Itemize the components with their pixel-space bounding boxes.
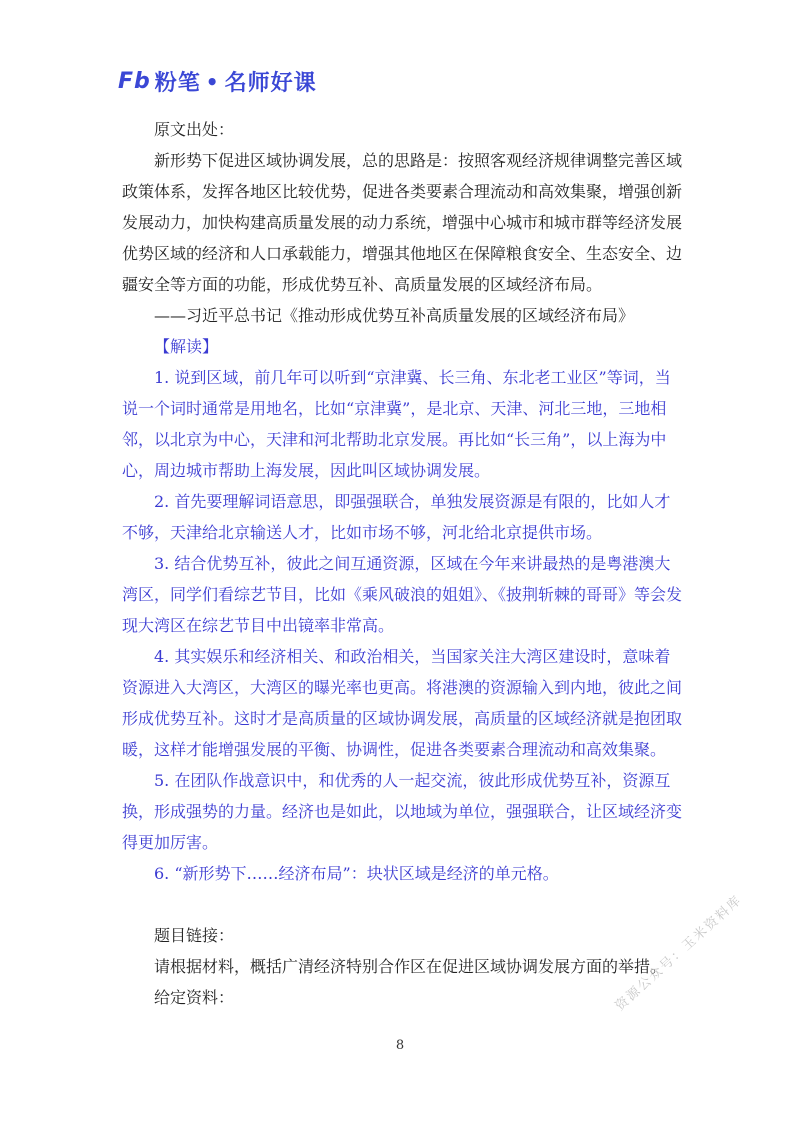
interpretation-item-1: 1. 说到区域，前几年可以听到“京津冀、长三角、东北老工业区”等词，当说一个词时通常是用地名，比如“京津冀”，是北京、天津、河北三地，三地相邻，以北京为中心，天津和河北帮助北京发展。再比如“长三角”，以上海为中心，周边城市帮助上海发展，因此叫区域协调发展。 — [122, 368, 671, 480]
interpretation-title: 【解读】 — [154, 337, 219, 356]
interpretation-item-5: 5. 在团队作战意识中，和优秀的人一起交流，彼此形成优势互补，资源互换，形成强势的力量。经济也是如此，以地域为单位，强强联合，让区域经济变得更加厉害。 — [122, 771, 683, 852]
fenbi-logo-icon: Fb — [118, 69, 151, 94]
interpretation-item-2: 2. 首先要理解词语意思，即强强联合，单独发展资源是有限的，比如人才不够，天津给北京输送人才，比如市场不够，河北给北京提供市场。 — [122, 492, 671, 542]
interpretation-item-4: 4. 其实娱乐和经济相关、和政治相关，当国家关注大湾区建设时，意味着资源进入大湾区，大湾区的曝光率也更高。将港澳的资源输入到内地，彼此之间形成优势互补。这时才是高质量的区域协调发展，高质量的区域经济就是抱团取暖，这样才能增强发展的平衡、协调性，促进各类要素合理流动和高效集聚。 — [122, 647, 683, 759]
document-body — [122, 114, 682, 1013]
brand-slogan: 名师好课 — [224, 71, 317, 96]
source-attribution: ——习近平总书记《推动形成优势互补高质量发展的区域经济布局》 — [154, 306, 635, 325]
materials-title: 给定资料： — [154, 988, 235, 1007]
page-number: 8 — [395, 1038, 405, 1053]
interpretation-item-6: 6. “新形势下……经济布局”：块状区域是经济的单元格。 — [154, 864, 559, 883]
brand-logo — [118, 66, 317, 97]
source-title: 原文出处： — [154, 120, 235, 139]
watermark: 资源公众号：玉米资料库 — [612, 892, 746, 1015]
source-text: 新形势下促进区域协调发展，总的思路是：按照客观经济规律调整完善区域政策体系，发挥各地区比较优势，促进各类要素合理流动和高效集聚，增强创新发展动力，加快构建高质量发展的动力系统，增强中心城市和城市群等经济发展优势区域的经济和人口承载能力，增强其他地区在保障粮食安全、生态安全、边疆安全等方面的功能，形成优势互补、高质量发展的区域经济布局。 — [122, 151, 683, 294]
question-title: 题目链接： — [154, 926, 235, 945]
brand-separator: • — [205, 69, 220, 94]
interpretation-item-3: 3. 结合优势互补，彼此之间互通资源，区域在今年来讲最热的是粤港澳大湾区，同学们看综艺节目，比如《乘风破浪的姐姐》、《披荆斩棘的哥哥》等会发现大湾区在综艺节目中出镜率非常高。 — [122, 554, 683, 635]
brand-name: 粉笔 — [154, 71, 201, 96]
question-text: 请根据材料，概括广清经济特别合作区在促进区域协调发展方面的举措。 — [154, 957, 667, 976]
